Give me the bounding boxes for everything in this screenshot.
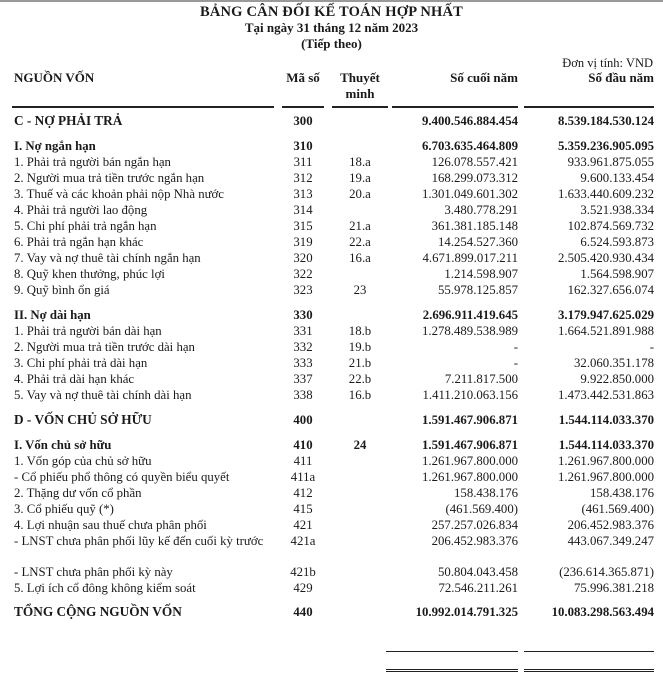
row-code: 331 — [293, 324, 313, 338]
row-end-of-year-value: 3.480.778.291 — [444, 203, 518, 217]
row-end-of-year-value: 14.254.527.360 — [438, 235, 518, 249]
table-row — [0, 186, 663, 202]
row-end-of-year-value: 1.591.467.906.871 — [422, 438, 518, 452]
table-row — [0, 218, 663, 234]
table-row — [0, 202, 663, 218]
row-beginning-of-year-value: 102.874.569.732 — [567, 219, 654, 233]
row-beginning-of-year-value: 933.961.875.055 — [567, 155, 654, 169]
row-beginning-of-year-value: 9.922.850.000 — [580, 372, 654, 386]
table-row — [0, 170, 663, 186]
row-note: 21.a — [349, 219, 371, 233]
row-end-of-year-value: 6.703.635.464.809 — [422, 139, 518, 153]
row-label: 3. Chi phí phải trả dài hạn — [14, 356, 148, 370]
row-beginning-of-year-value: 1.633.440.609.232 — [558, 187, 654, 201]
total-double-rule-end-2 — [386, 671, 518, 672]
table-row — [0, 469, 663, 485]
row-end-of-year-value: 168.299.073.312 — [431, 171, 518, 185]
column-header-code: Mã số — [286, 70, 320, 85]
row-label: 7. Vay và nợ thuê tài chính ngắn hạn — [14, 251, 201, 265]
table-row — [0, 323, 663, 339]
total-double-rule-beg-1 — [524, 669, 654, 670]
row-end-of-year-value: 1.591.467.906.871 — [422, 413, 518, 427]
row-end-of-year-value: 1.301.049.601.302 — [422, 187, 518, 201]
header-rule-end — [392, 106, 518, 108]
row-label: 5. Lợi ích cổ đông không kiểm soát — [14, 581, 196, 595]
row-beginning-of-year-value: 158.438.176 — [590, 486, 654, 500]
row-beginning-of-year-value: 1.564.598.907 — [580, 267, 654, 281]
table-row — [0, 371, 663, 387]
header-rule-beg — [524, 106, 654, 108]
row-code: 311 — [293, 155, 313, 169]
row-code: 411 — [293, 454, 313, 468]
row-label: II. Nợ dài hạn — [14, 308, 91, 322]
table-row — [0, 533, 663, 549]
row-label: - LNST chưa phân phối kỳ này — [14, 565, 173, 579]
currency-unit: Đơn vị tính: VND — [562, 56, 653, 70]
row-end-of-year-value: 1.214.598.907 — [444, 267, 518, 281]
row-end-of-year-value: 72.546.211.261 — [438, 581, 518, 595]
row-beginning-of-year-value: 206.452.983.376 — [567, 518, 654, 532]
table-row — [0, 250, 663, 266]
top-border — [0, 0, 663, 2]
row-end-of-year-value: - — [513, 356, 518, 370]
row-end-of-year-value: 2.696.911.419.645 — [422, 308, 518, 322]
row-label: C - NỢ PHẢI TRẢ — [14, 113, 123, 128]
header-rule-note — [332, 106, 388, 108]
row-code: 421b — [290, 565, 316, 579]
row-code: 310 — [293, 139, 313, 153]
row-beginning-of-year-value: 1.261.967.800.000 — [558, 470, 654, 484]
table-row — [0, 564, 663, 580]
row-end-of-year-value: 1.261.967.800.000 — [422, 470, 518, 484]
row-note: 19.b — [348, 340, 372, 354]
row-beginning-of-year-value: (236.614.365.871) — [559, 565, 654, 579]
column-header-note: Thuyết minh — [340, 70, 380, 101]
row-beginning-of-year-value: 1.544.114.033.370 — [558, 413, 654, 427]
row-code: 421 — [293, 518, 313, 532]
row-note: 18.a — [349, 155, 371, 169]
row-code: 400 — [293, 413, 313, 427]
table-row — [0, 437, 663, 453]
row-label: 1. Phải trả người bán ngắn hạn — [14, 155, 171, 169]
row-label: 5. Chi phí phải trả ngắn hạn — [14, 219, 157, 233]
row-end-of-year-value: 158.438.176 — [454, 486, 518, 500]
row-label: TỔNG CỘNG NGUỒN VỐN — [14, 604, 182, 619]
row-label: 3. Cổ phiếu quỹ (*) — [14, 502, 114, 516]
table-row — [0, 138, 663, 154]
row-end-of-year-value: 1.261.967.800.000 — [422, 454, 518, 468]
row-code: 300 — [293, 114, 313, 128]
row-code: 333 — [293, 356, 313, 370]
row-label: 2. Người mua trả tiền trước ngắn hạn — [14, 171, 205, 185]
row-note: 16.b — [348, 388, 372, 402]
row-label: 8. Quỹ khen thưởng, phúc lợi — [14, 267, 165, 281]
continued-label: (Tiếp theo) — [301, 36, 362, 51]
row-label: 5. Vay và nợ thuê tài chính dài hạn — [14, 388, 192, 402]
row-code: 332 — [293, 340, 313, 354]
row-code: 330 — [293, 308, 313, 322]
row-beginning-of-year-value: 1.261.967.800.000 — [558, 454, 654, 468]
table-row — [0, 355, 663, 371]
row-end-of-year-value: - — [513, 340, 518, 354]
row-beginning-of-year-value: 9.600.133.454 — [580, 171, 654, 185]
row-end-of-year-value: 361.381.185.148 — [431, 219, 518, 233]
row-label: 4. Lợi nhuận sau thuế chưa phân phối — [14, 518, 207, 532]
row-note: 20.a — [349, 187, 371, 201]
table-row — [0, 113, 663, 129]
row-label: 4. Phải trả người lao động — [14, 203, 148, 217]
row-label: - Cổ phiếu phổ thông có quyền biểu quyết — [14, 470, 230, 484]
column-header-name: NGUỒN VỐN — [14, 70, 95, 85]
row-label: 3. Thuế và các khoản phải nộp Nhà nước — [14, 187, 224, 201]
total-top-rule-end — [386, 651, 518, 652]
row-beginning-of-year-value: 1.544.114.033.370 — [558, 438, 654, 452]
table-row — [0, 387, 663, 403]
row-code: 338 — [293, 388, 313, 402]
total-top-rule-beg — [524, 651, 654, 652]
row-code: 315 — [293, 219, 313, 233]
row-label: I. Nợ ngắn hạn — [14, 139, 96, 153]
row-end-of-year-value: 257.257.026.834 — [431, 518, 518, 532]
row-code: 429 — [293, 581, 313, 595]
table-row — [0, 234, 663, 250]
row-note: 23 — [353, 283, 367, 297]
row-note: 22.b — [348, 372, 372, 386]
total-double-rule-end-1 — [386, 669, 518, 670]
row-label: 1. Phải trả người bán dài hạn — [14, 324, 162, 338]
row-end-of-year-value: 206.452.983.376 — [431, 534, 518, 548]
row-end-of-year-value: 10.992.014.791.325 — [415, 605, 518, 619]
document-date: Tại ngày 31 tháng 12 năm 2023 — [244, 20, 419, 35]
row-note: 22.a — [349, 235, 371, 249]
row-code: 410 — [293, 438, 313, 452]
row-label: 1. Vốn góp của chủ sở hữu — [14, 454, 152, 468]
row-note: 24 — [353, 438, 367, 452]
row-end-of-year-value: (461.569.400) — [445, 502, 518, 516]
row-beginning-of-year-value: 10.083.298.563.494 — [551, 605, 654, 619]
table-row — [0, 501, 663, 517]
row-code: 320 — [293, 251, 313, 265]
row-beginning-of-year-value: 32.060.351.178 — [574, 356, 654, 370]
row-label: 2. Thặng dư vốn cổ phần — [14, 486, 142, 500]
row-end-of-year-value: 9.400.546.884.454 — [422, 114, 518, 128]
row-end-of-year-value: 1.411.210.063.156 — [422, 388, 518, 402]
row-beginning-of-year-value: 2.505.420.930.434 — [558, 251, 654, 265]
row-note: 16.a — [349, 251, 371, 265]
row-code: 415 — [293, 502, 313, 516]
row-code: 312 — [293, 171, 313, 185]
row-end-of-year-value: 7.211.817.500 — [444, 372, 518, 386]
row-beginning-of-year-value: 1.473.442.531.863 — [558, 388, 654, 402]
row-beginning-of-year-value: 443.067.349.247 — [567, 534, 654, 548]
table-row — [0, 154, 663, 170]
row-label: 4. Phải trả dài hạn khác — [14, 372, 135, 386]
row-label: 9. Quỹ bình ổn giá — [14, 283, 110, 297]
row-code: 411a — [290, 470, 316, 484]
table-row — [0, 453, 663, 469]
table-row — [0, 580, 663, 596]
row-note: 21.b — [348, 356, 372, 370]
row-beginning-of-year-value: (461.569.400) — [581, 502, 654, 516]
row-end-of-year-value: 55.978.125.857 — [438, 283, 518, 297]
table-row — [0, 604, 663, 620]
row-end-of-year-value: 126.078.557.421 — [431, 155, 518, 169]
row-beginning-of-year-value: 8.539.184.530.124 — [558, 114, 654, 128]
total-double-rule-beg-2 — [524, 671, 654, 672]
table-row — [0, 412, 663, 428]
row-code: 322 — [293, 267, 313, 281]
table-row — [0, 339, 663, 355]
row-code: 313 — [293, 187, 313, 201]
row-label: I. Vốn chủ sở hữu — [14, 438, 112, 452]
row-beginning-of-year-value: 162.327.656.074 — [567, 283, 654, 297]
row-beginning-of-year-value: 3.521.938.334 — [580, 203, 654, 217]
document-title: BẢNG CÂN ĐỐI KẾ TOÁN HỢP NHẤT — [199, 4, 464, 20]
row-code: 314 — [293, 203, 313, 217]
row-note: 18.b — [348, 324, 372, 338]
row-beginning-of-year-value: 75.996.381.218 — [574, 581, 654, 595]
row-end-of-year-value: 50.804.043.458 — [438, 565, 518, 579]
row-beginning-of-year-value: 1.664.521.891.988 — [558, 324, 654, 338]
row-code: 337 — [293, 372, 313, 386]
table-row — [0, 517, 663, 533]
column-header-beginning-of-year: Số đầu năm — [588, 70, 654, 85]
table-row — [0, 485, 663, 501]
row-label: D - VỐN CHỦ SỞ HỮU — [14, 412, 152, 427]
row-beginning-of-year-value: 5.359.236.905.095 — [558, 139, 654, 153]
row-note: 19.a — [349, 171, 371, 185]
row-end-of-year-value: 1.278.489.538.989 — [422, 324, 518, 338]
row-code: 440 — [293, 605, 313, 619]
row-code: 412 — [293, 486, 313, 500]
table-row — [0, 307, 663, 323]
row-label: 6. Phải trả ngắn hạn khác — [14, 235, 144, 249]
header-rule-name — [12, 106, 274, 108]
row-code: 319 — [293, 235, 313, 249]
row-beginning-of-year-value: 6.524.593.873 — [580, 235, 654, 249]
row-beginning-of-year-value: - — [649, 340, 654, 354]
table-row — [0, 282, 663, 298]
column-header-end-of-year: Số cuối năm — [450, 70, 518, 85]
row-code: 323 — [293, 283, 313, 297]
row-end-of-year-value: 4.671.899.017.211 — [422, 251, 518, 265]
row-label: - LNST chưa phân phối lũy kế đến cuối kỳ trước — [14, 534, 264, 548]
row-beginning-of-year-value: 3.179.947.625.029 — [558, 308, 654, 322]
table-row — [0, 266, 663, 282]
row-code: 421a — [290, 534, 316, 548]
header-rule-code — [282, 106, 324, 108]
row-label: 2. Người mua trả tiền trước dài hạn — [14, 340, 195, 354]
